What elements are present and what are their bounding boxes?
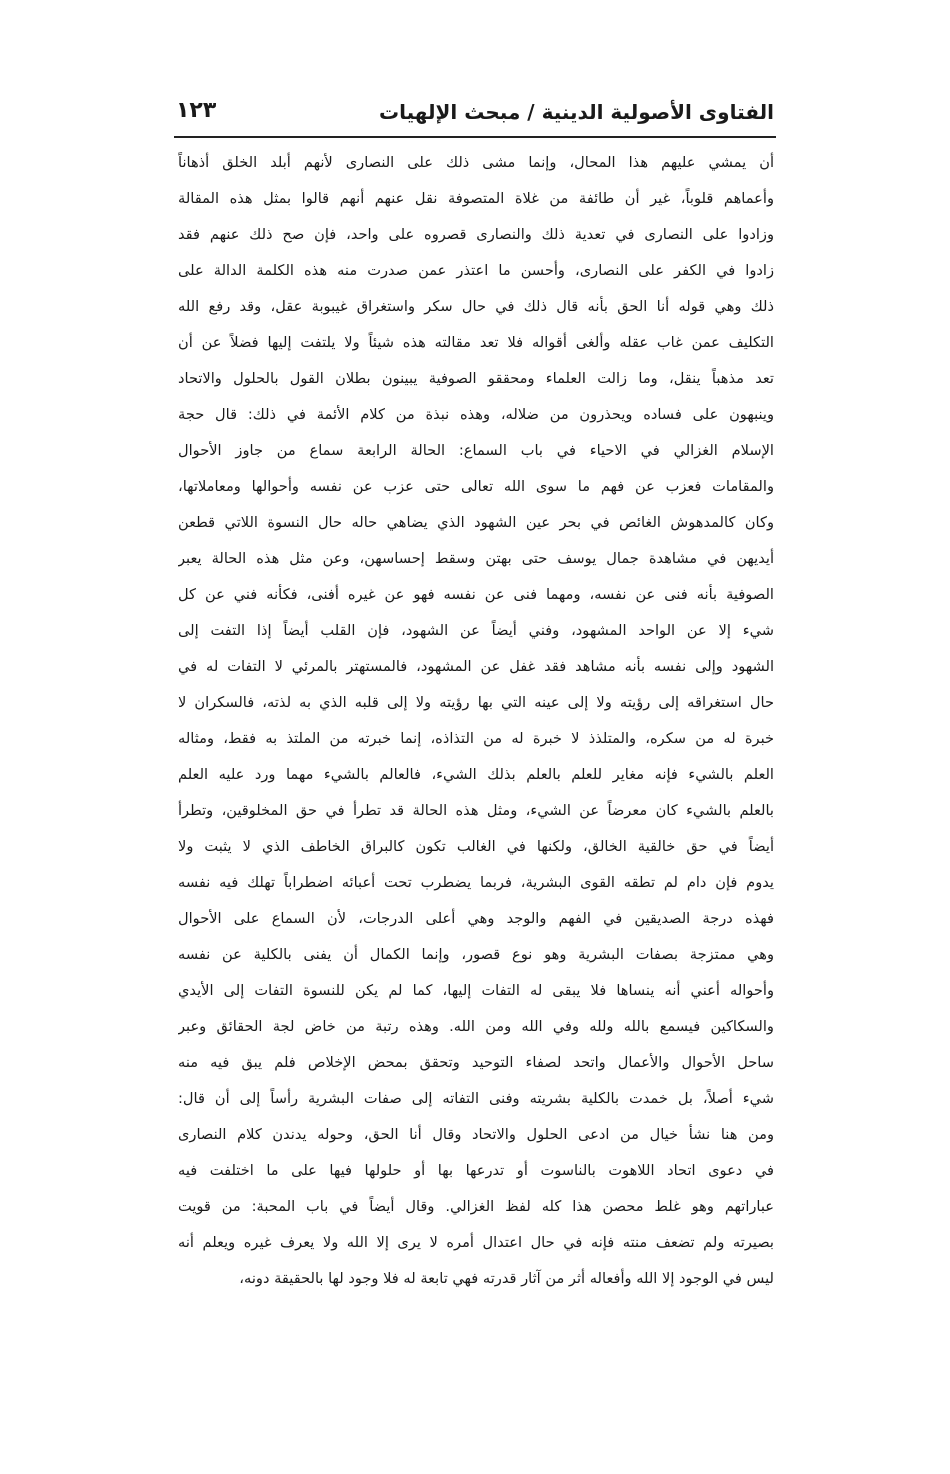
text-line: وهي ممتزجة بصفات البشرية وهو نوع قصور، وإنما الكمال أن يفنى بالكلية عن نفسه bbox=[178, 946, 774, 963]
text-line: التكليف عمن غاب عقله وألغى أقواله فلا تعد مقالته هذه شيئاً ولا يلتفت إليها فضلاً عن أن bbox=[178, 334, 774, 351]
text-line: الصوفية بأنه فنى عن نفسه، ومهما فنى عن نفسه فهو عن غيره أفنى، فكأنه فني عن كل bbox=[178, 586, 774, 603]
text-line: بالعلم بالشيء كان معرضاً عن الشيء، ومثل هذه الحالة قد تطرأ في حق المخلوقين، وتطرأ bbox=[178, 802, 774, 819]
text-line: شيء إلا عن الواحد المشهود، وفني أيضاً عن الشهود، فإن القلب أيضاً إذا التفت إلى bbox=[178, 622, 774, 639]
text-line: وأعماهم قلوباً، غير أن طائفة من غلاة المتصوفة نقل عنهم أنهم قالوا بمثل هذه المقالة bbox=[178, 190, 774, 207]
text-line: والمقامات فعزب عن فهم ما سوى الله تعالى حتى عزب عن نفسه وأحوالها ومعاملاتها، bbox=[178, 478, 774, 495]
text-line: أن يمشي عليهم هذا المحال، وإنما مشى ذلك على النصارى لأنهم أبلد الخلق أذهاناً bbox=[178, 154, 774, 171]
text-line: ومن هنا نشأ خيال من ادعى الحلول والاتحاد وقال أنا الحق، وحوله يدندن كلام النصارى bbox=[178, 1126, 774, 1143]
text-line: ساحل الأحوال والأعمال واتحد لصفاء التوحيد وتحقق بمحض الإخلاص فلم يبق فيه منه bbox=[178, 1054, 774, 1071]
text-line: وزادوا على النصارى في تعدية ذلك والنصارى قصروه على واحد، فإن صح ذلك عنهم فقد bbox=[178, 226, 774, 243]
text-line: وينبهون على فساده ويحذرون من ضلاله، وهذه نبذة من كلام الأئمة في ذلك: قال حجة bbox=[178, 406, 774, 423]
text-line: في دعوى اتحاد اللاهوت بالناسوت أو تدرعها بها أو حلولها فيها على ما اختلفت فيه bbox=[178, 1162, 774, 1179]
text-line: ذلك وهي قوله أنا الحق بأنه قال ذلك في حال سكر واستغراق غيبوبة عقل، وقد رفع الله bbox=[178, 298, 774, 315]
page-number: ١٢٣ bbox=[176, 98, 217, 123]
text-line: عباراتهم وهو غلط محصن هذا كله لفظ الغزالي. وقال أيضاً في باب المحبة: من قويت bbox=[178, 1198, 774, 1215]
text-line: تعد مذهباً ينقل، وما زالت العلماء ومحققو الصوفية يبينون بطلان القول بالحلول والاتحاد bbox=[178, 370, 774, 387]
header-divider bbox=[174, 136, 776, 138]
header-title: الفتاوى الأصولية الدينية / مبحث الإلهيات bbox=[379, 100, 774, 124]
text-line: الشهود وإلى نفسه بأنه مشاهد فقد غفل عن المشهود، فالمستهتر بالمرئي لا التفات له في bbox=[178, 658, 774, 675]
text-line: وأحواله أعني أنه ينساها فلا يبقى له التفات إليها، كما لم يكن للنسوة التفات إلى الأيدي bbox=[178, 982, 774, 999]
text-line: فهذه درجة الصديقين في الفهم والوجد وهي أعلى الدرجات، لأن السماع على الأحوال bbox=[178, 910, 774, 927]
text-line: والسكاكين فيسمع بالله ولله وفي الله ومن الله. وهذه رتبة من خاض لجة الحقائق وعبر bbox=[178, 1018, 774, 1035]
text-line: أيديهن في مشاهدة جمال يوسف حتى بهتن وسقط إحساسهن، وعن مثل هذه الحالة يعبر bbox=[178, 550, 774, 567]
text-line: خبرة له من سكره، والمتلذذ لا خبرة له من التذاذه، إنما خبرته من الملتذ به فقط، ومثاله bbox=[178, 730, 774, 747]
text-line: ليس في الوجود إلا الله وأفعاله أثر من آثار قدرته فهي تابعة له فلا وجود لها بالحقيقة دونه، bbox=[239, 1270, 774, 1287]
text-line: زادوا في الكفر على النصارى، وأحسن ما اعتذر عمن صدرت منه هذه الكلمة الدالة على bbox=[178, 262, 774, 279]
text-line: الإسلام الغزالي في الاحياء في باب السماع: الحالة الرابعة سماع من جاوز الأحوال bbox=[178, 442, 774, 459]
text-line: بصيرته ولم تضعف منته فإنه في حال اعتدال أمره لا يرى إلا الله ولا يعرف غيره ويعلم أنه bbox=[178, 1234, 774, 1251]
running-header bbox=[176, 92, 774, 132]
text-line: يدوم فإن دام لم تطقه القوى البشرية، فربما يضطرب تحت أعبائه اضطراباً تهلك فيه نفسه bbox=[178, 874, 774, 891]
text-line: أيضاً في حق خالقية الخالق، ولكنها في الغالب تكون كالبراق الخاطف الذي لا يثبت ولا bbox=[178, 838, 774, 855]
text-line: شيء أصلاً، بل خمدت بالكلية بشريته وفنى التفاته إلى صفات البشرية رأساً إلى أن قال: bbox=[178, 1090, 774, 1107]
text-line: العلم بالشيء فإنه مغاير للعلم بالعلم بذلك الشيء، فالعالم بالشيء مهما ورد عليه العلم bbox=[178, 766, 774, 783]
text-line: حال استغراقه إلى رؤيته ولا إلى عينه التي بها رؤيته ولا إلى قلبه الذي به لذته، فالسكران لا bbox=[178, 694, 774, 711]
text-line: وكان كالمدهوش الغائص في بحر عين الشهود الذي يضاهي حاله حال النسوة اللاتي قطعن bbox=[178, 514, 774, 531]
body-text bbox=[178, 145, 774, 1297]
